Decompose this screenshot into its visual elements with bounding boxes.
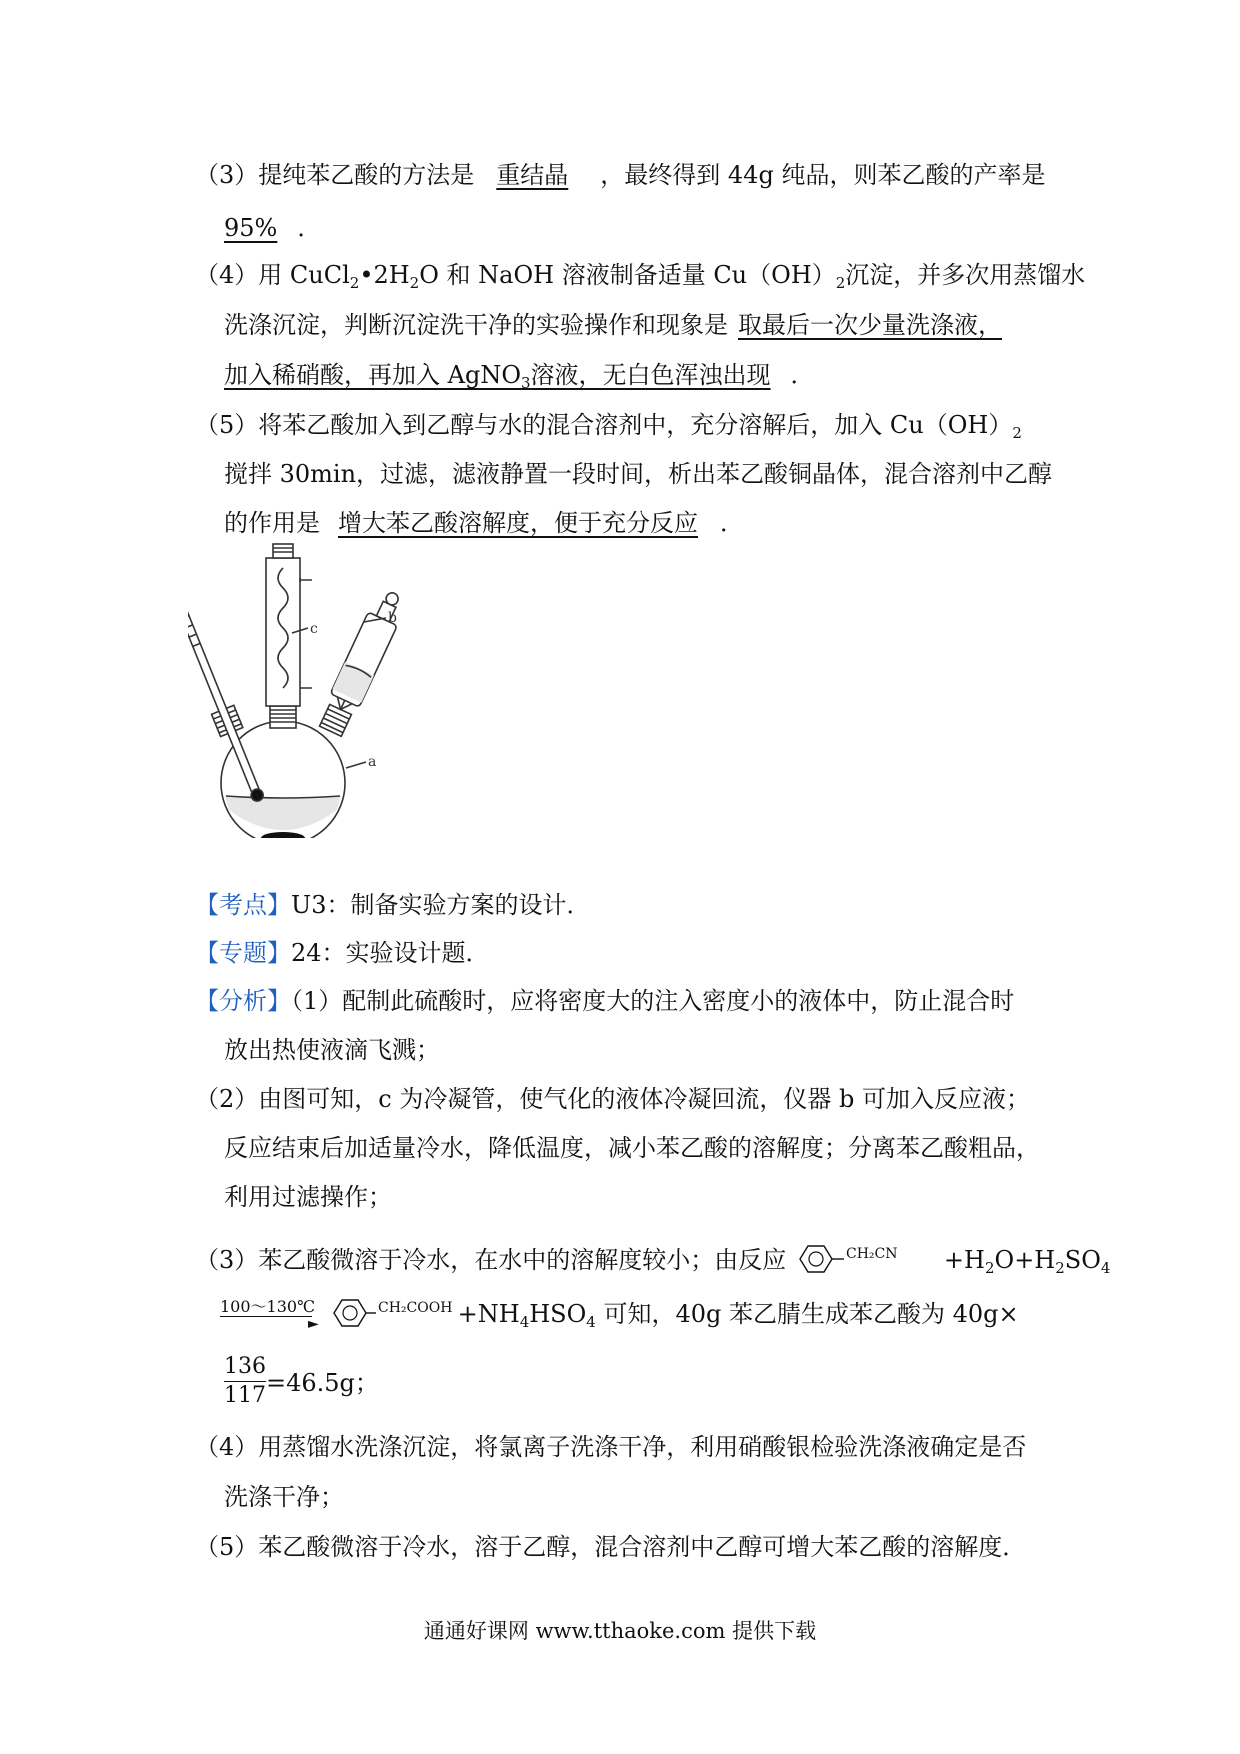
q4-answer-b: 加入稀硝酸，再加入 AgNO$_3$溶液，无白色浑浊出现 (224, 361, 771, 392)
q5-line-1: （5）将苯乙酸加入到乙醇与水的混合溶剂中，充分溶解后，加入 $Cu(OH)_2$ (195, 411, 1022, 442)
fenxi-line-8: =46.5g； (266, 1369, 379, 1397)
apparatus-figure (188, 538, 408, 838)
fenxi-line-11: （5）苯乙酸微溶于冷水，溶于乙醇，混合溶剂中乙醇可增大苯乙酸的溶解度． (195, 1533, 1027, 1561)
svg-text:CH₂COOH: CH₂COOH (377, 1300, 453, 1316)
q3-answer-2: 95% (224, 214, 278, 242)
zhuanti-line: 【专题】24：实验设计题． (195, 939, 490, 967)
q4-line-1: （4）用 $CuCl_2•2H_2O$ 和 NaOH 溶液制备适量 $Cu(OH)_2$沉淀，并多次用蒸馏水 (195, 261, 1086, 292)
q3-line-1: （3）提纯苯乙酸的方法是 重结晶 ，最终得到 44g 纯品，则苯乙酸的产率是 (195, 161, 1046, 189)
svg-text:CH₂CN: CH₂CN (845, 1246, 898, 1262)
fraction (224, 1354, 266, 1409)
benzene-ring-icon (794, 1242, 944, 1276)
fenxi-line-4: 反应结束后加适量冷水，降低温度，减小苯乙酸的溶解度；分离苯乙酸粗品， (224, 1134, 1040, 1162)
fenxi-line-9: （4）用蒸馏水洗涤沉淀，将氯离子洗涤干净，利用硝酸银检验洗涤液确定是否 (195, 1433, 1027, 1461)
fenxi-line-6: （3）苯乙酸微溶于冷水，在水中的溶解度较小；由反应 CH₂CN $+H_2O+H_2SO_4$ (195, 1242, 1110, 1276)
kaodian-line: 【考点】U3：制备实验方案的设计． (195, 891, 591, 919)
q5-answer: 增大苯乙酸溶解度，便于充分反应 (338, 509, 698, 537)
label-b: b (388, 610, 397, 626)
zhuanti-tag: 【专题】 (195, 939, 291, 967)
q4-answer-a: 取最后一次少量洗涤液， (738, 311, 1002, 339)
fenxi-line-10: 洗涤干净； (224, 1483, 344, 1511)
q4-line-3: 加入稀硝酸，再加入 AgNO$_3$溶液，无白色浑浊出现 ． (224, 361, 815, 392)
q4-line-2: 洗涤沉淀，判断沉淀洗干净的实验操作和现象是 取最后一次少量洗涤液， (224, 311, 1002, 339)
page-footer: 通通好课网 www.tthaoke.com 提供下载 (423, 1619, 817, 1643)
fenxi-line-5: 利用过滤操作； (224, 1183, 392, 1211)
q5-line-3: 的作用是 增大苯乙酸溶解度，便于充分反应 ． (224, 509, 744, 537)
benzene-ring-icon (328, 1296, 458, 1330)
fenxi-line-2: 放出热使液滴飞溅； (224, 1036, 440, 1064)
fenxi-tag: 【分析】 (195, 987, 291, 1015)
fenxi-line-1: 【分析】（1）配制此硫酸时，应将密度大的注入密度小的液体中，防止混合时 (195, 987, 1015, 1015)
fenxi-line-7: 100～130℃ ► CH₂COOH $+NH_4HSO_4$ 可知，40g 苯乙腈生成苯乙酸为 40g× (220, 1297, 1019, 1332)
label-a: a (368, 754, 377, 770)
reaction-arrow: 100～130℃ ► (220, 1297, 319, 1332)
q5-line-2: 搅拌 30min，过滤，滤液静置一段时间，析出苯乙酸铜晶体，混合溶剂中乙醇 (224, 460, 1053, 488)
fraction-numerator: 136 (224, 1354, 266, 1379)
q3-line-2: 95% ． (224, 214, 322, 242)
fraction-denominator: 117 (224, 1383, 266, 1408)
label-c: c (310, 621, 318, 637)
fenxi-line-3: （2）由图可知，c 为冷凝管，使气化的液体冷凝回流，仪器 b 可加入反应液； (195, 1085, 1030, 1113)
kaodian-tag: 【考点】 (195, 891, 291, 919)
q3-answer-1: 重结晶 (496, 161, 569, 189)
